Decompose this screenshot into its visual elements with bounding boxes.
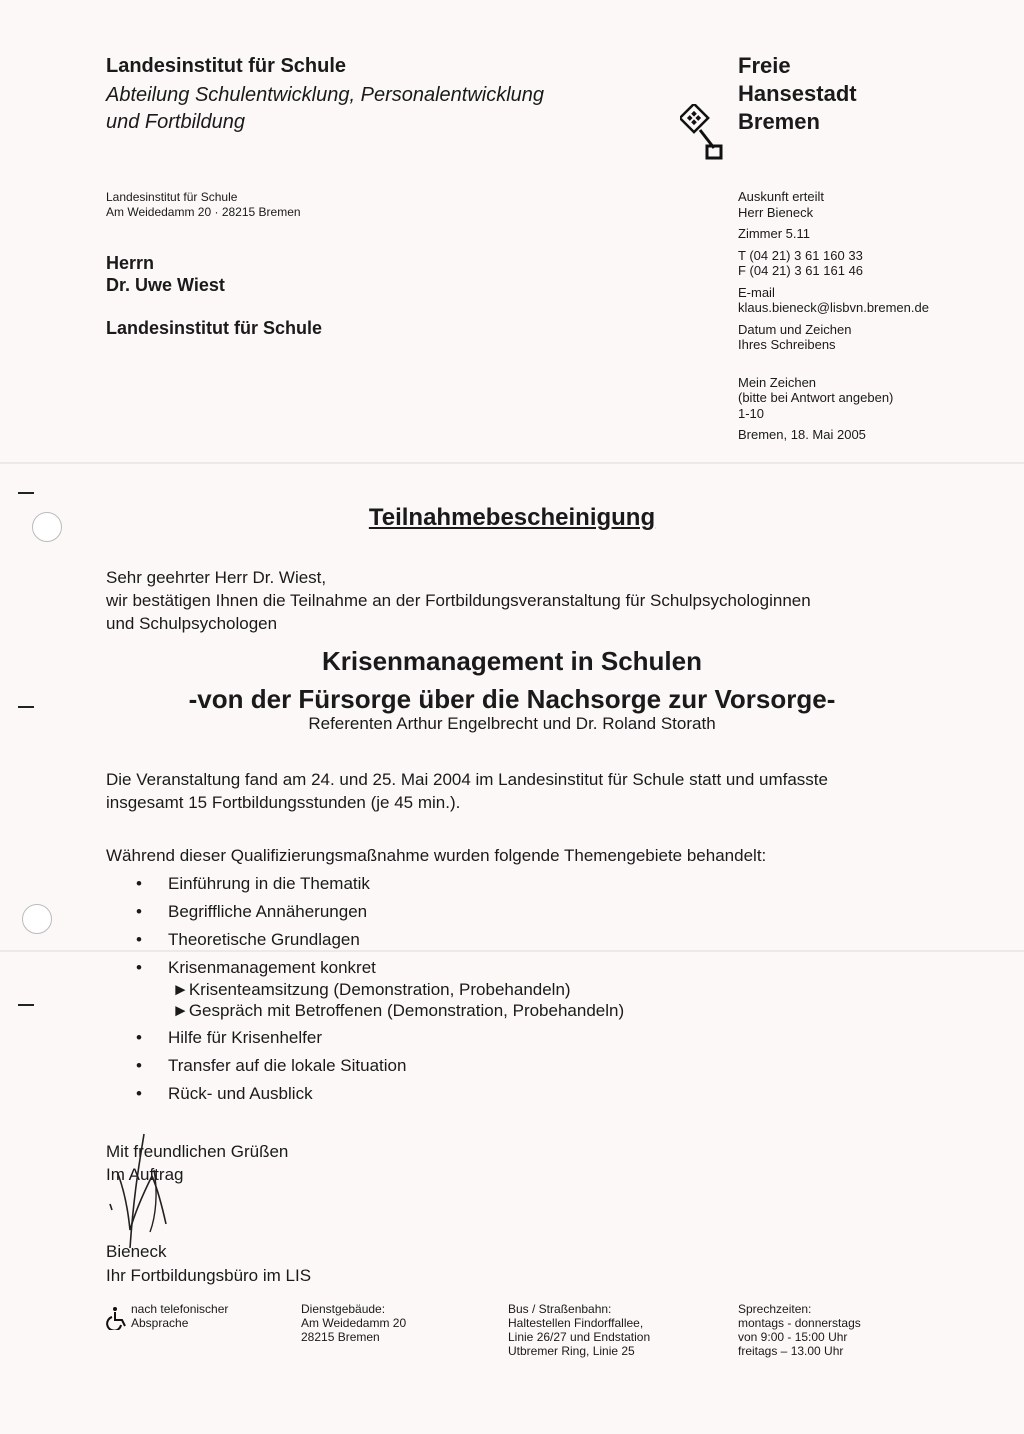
list-item (136, 1054, 836, 1077)
bullet: • (136, 1084, 142, 1103)
list-item (136, 1082, 836, 1105)
footer-line: nach telefonischer (131, 1302, 229, 1316)
contact-room: Zimmer 5.11 (738, 226, 810, 241)
recipient (106, 252, 225, 296)
footer-line: von 9:00 - 15:00 Uhr (738, 1330, 848, 1344)
bullet: • (136, 902, 142, 921)
event-info-line: Die Veranstaltung fand am 24. und 25. Mai 2004 im Landesinstitut für Schule statt und umfasste (106, 770, 828, 789)
document-title: Teilnahmebescheinigung (368, 504, 656, 531)
contact-person: Herr Bieneck (738, 204, 814, 220)
fold-line (0, 462, 1024, 464)
bullet: • (136, 958, 142, 977)
wheelchair-icon (106, 1306, 128, 1330)
org-dept-line: und Fortbildung (106, 111, 245, 133)
topic-label: Begriffliche Annäherungen (168, 902, 368, 921)
punch-hole (22, 904, 52, 934)
footer-hours (738, 1302, 861, 1358)
footer-line: 28215 Bremen (301, 1330, 380, 1344)
letter-intro (106, 566, 926, 635)
intro-line: wir bestätigen Ihnen die Teilnahme an der Fortbildungsveranstaltung für Schulpsychologinnen (106, 591, 811, 610)
city-line: Freie (738, 53, 791, 78)
topic-label: Transfer auf die lokale Situation (168, 1056, 407, 1075)
subtopic: ►Krisenteamsitzung (Demonstration, Probehandeln) (172, 980, 571, 999)
list-item (136, 1026, 836, 1049)
topic-label: Einführung in die Thematik (168, 874, 370, 893)
list-item (136, 956, 836, 1021)
intro-line: und Schulpsychologen (106, 614, 278, 633)
footer-line: freitags – 13.00 Uhr (738, 1344, 844, 1358)
signatory-name: Bieneck (106, 1242, 167, 1261)
footer-office (301, 1302, 406, 1344)
bullet: • (136, 1056, 142, 1075)
event-title-line: Krisenmanagement in Schulen (322, 646, 702, 676)
footer-line: Am Weidedamm 20 (301, 1316, 407, 1330)
contact-block (738, 189, 1018, 449)
contact-phone: T (04 21) 3 61 160 33 (738, 247, 863, 263)
my-ref-label: Mein Zeichen (738, 374, 817, 390)
list-item (136, 872, 836, 895)
org-dept-line: Abteilung Schulentwicklung, Personalentwicklung (106, 84, 545, 106)
bullet: • (136, 874, 142, 893)
event-info (106, 768, 936, 814)
your-ref-label: Datum und Zeichen (738, 321, 852, 337)
recipient-salutation: Herrn (106, 253, 155, 273)
bremen-key-logo-icon (680, 104, 724, 164)
event-info-line: insgesamt 15 Fortbildungsstunden (je 45 min.). (106, 793, 461, 812)
footer-line: Utbremer Ring, Linie 25 (508, 1344, 635, 1358)
footer-transit (508, 1302, 650, 1358)
list-item (136, 900, 836, 923)
bullet: • (136, 930, 142, 949)
subtopic: ►Gespräch mit Betroffenen (Demonstration, Probehandeln) (172, 1001, 625, 1020)
topics-intro: Während dieser Qualifizierungsmaßnahme wurden folgende Themengebiete behandelt: (106, 846, 767, 865)
footer-line: montags - donnerstags (738, 1316, 861, 1330)
my-ref-value: 1-10 (738, 405, 765, 421)
footer-line: Absprache (131, 1316, 189, 1330)
topics-list (136, 872, 836, 1110)
topic-label: Theoretische Grundlagen (168, 930, 360, 949)
bullet: • (136, 1028, 142, 1047)
signatory (106, 1240, 311, 1288)
topic-label: Rück- und Ausblick (168, 1084, 313, 1103)
event-title (0, 642, 1024, 718)
recipient-org: Landesinstitut für Schule (106, 318, 323, 338)
sender-line: Am Weidedamm 20 · 28215 Bremen (106, 205, 301, 219)
your-ref-label: Ihres Schreibens (738, 337, 836, 352)
my-ref-note: (bitte bei Antwort angeben) (738, 390, 894, 405)
letter-date: Bremen, 18. Mai 2005 (738, 427, 866, 442)
city-name (738, 52, 938, 136)
sender-address (106, 190, 426, 220)
topic-label: Krisenmanagement konkret (168, 958, 376, 977)
city-line: Hansestadt (738, 81, 857, 106)
speakers: Referenten Arthur Engelbrecht und Dr. Roland Storath (308, 714, 716, 733)
sender-line: Landesinstitut für Schule (106, 190, 238, 204)
margin-tick (18, 492, 34, 494)
contact-label: Auskunft erteilt (738, 189, 824, 204)
topic-label: Hilfe für Krisenhelfer (168, 1028, 323, 1047)
org-name: Landesinstitut für Schule (106, 55, 347, 77)
signatory-office: Ihr Fortbildungsbüro im LIS (106, 1266, 312, 1285)
footer-label: Sprechzeiten: (738, 1302, 812, 1316)
footer-line: Linie 26/27 und Endstation (508, 1330, 651, 1344)
contact-email-label: E-mail (738, 284, 775, 300)
list-item (136, 928, 836, 951)
closing-line: Mit freundlichen Grüßen (106, 1142, 289, 1161)
greeting: Sehr geehrter Herr Dr. Wiest, (106, 568, 327, 587)
event-subtitle-line: -von der Fürsorge über die Nachsorge zur Vorsorge- (188, 684, 836, 714)
footer-label: Dienstgebäude: (301, 1302, 386, 1316)
footer-line: Haltestellen Findorffallee, (508, 1316, 644, 1330)
margin-tick (18, 1004, 34, 1006)
closing-line: Im Auftrag (106, 1165, 184, 1184)
handwritten-signature (100, 1130, 210, 1250)
footer-accessibility (131, 1302, 228, 1330)
contact-fax: F (04 21) 3 61 161 46 (738, 263, 864, 278)
recipient-name: Dr. Uwe Wiest (106, 275, 225, 295)
org-department (106, 82, 626, 136)
city-line: Bremen (738, 109, 820, 134)
footer-label: Bus / Straßenbahn: (508, 1302, 612, 1316)
contact-email: klaus.bieneck@lisbvn.bremen.de (738, 300, 929, 315)
